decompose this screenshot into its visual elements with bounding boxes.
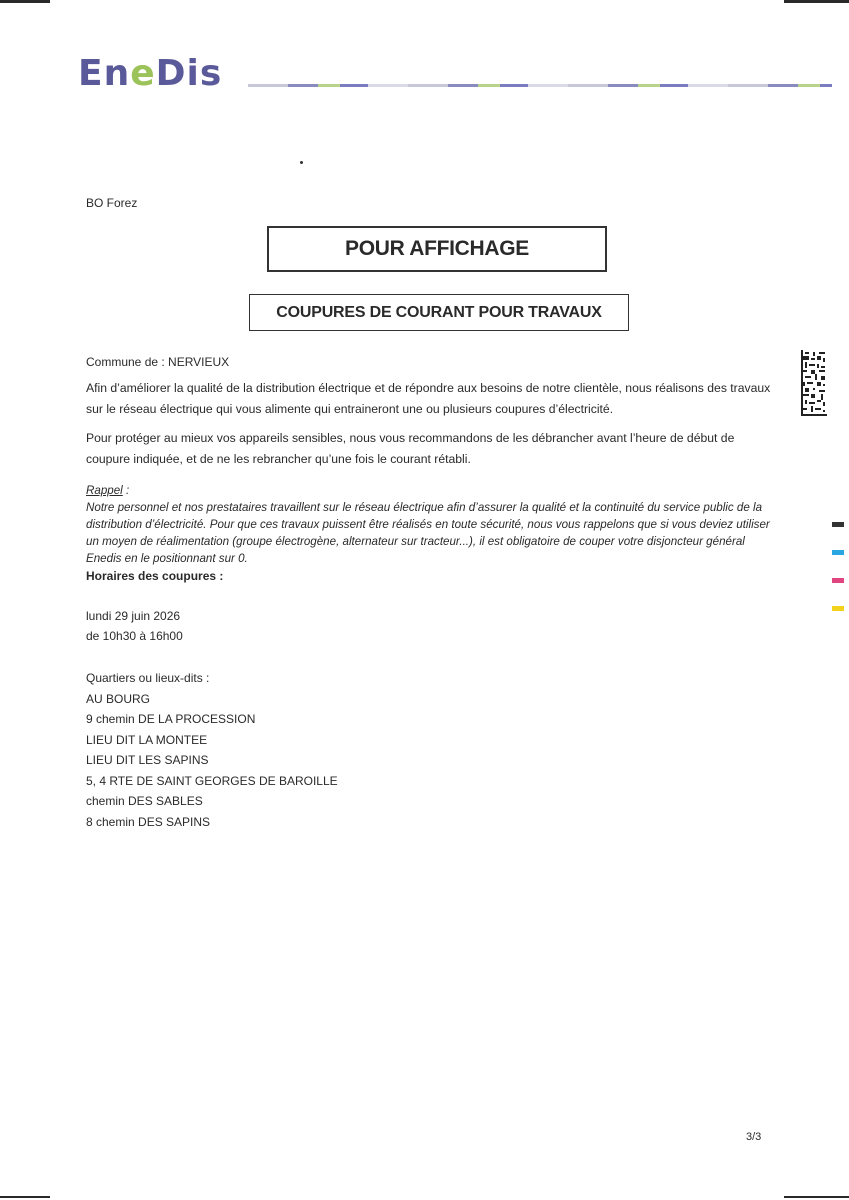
commune-line: Commune de : NERVIEUX xyxy=(86,355,230,369)
enedis-logo: EneDis xyxy=(78,53,223,94)
list-item: 8 chemin DES SAPINS xyxy=(86,814,211,829)
schedule-time: de 10h30 à 16h00 xyxy=(86,629,183,643)
title-box xyxy=(267,226,607,272)
advice-paragraph: Pour protéger au mieux vos appareils sensibles, nous vous recommandons de les débrancher avant l’heure de début de coupure indiquée, et de ne les rebrancher qu’une fois le courant rétabli. xyxy=(86,431,735,466)
color-tick-magenta xyxy=(832,578,844,583)
list-item: LIEU DIT LA MONTEE xyxy=(86,732,208,747)
locations-list xyxy=(86,668,338,832)
rappel-block: Rappel : Notre personnel et nos prestataires travaillent sur le réseau électrique afin d’assurer la qualité et la continuité du service public de la distribution d’électricité. Pour que ces travaux puissent être réalisés en toute sécurité, nous vous rappelons que si vous deviez utiliser un moyen de réalimentation (groupe électrogène, alternateur sur tracteur...), il est obligatoire de couper votre disjoncteur général Enedis en le positionnant sur 0. xyxy=(86,482,776,567)
list-item: 9 chemin DE LA PROCESSION xyxy=(86,712,256,726)
scan-mark-bottom-left xyxy=(0,1196,50,1198)
page-number: 3/3 xyxy=(746,1131,762,1143)
page-title: POUR AFFICHAGE xyxy=(344,237,530,260)
color-tick-yellow xyxy=(832,606,844,611)
page-subtitle: COUPURES DE COURANT POUR TRAVAUX xyxy=(276,303,602,321)
schedule-date: lundi 29 juin 2026 xyxy=(86,609,181,623)
scan-speck xyxy=(300,161,303,164)
locations-heading: Quartiers ou lieux-dits : xyxy=(86,671,210,685)
scan-mark-top-left xyxy=(0,0,50,3)
subtitle-box xyxy=(249,294,629,331)
list-item: AU BOURG xyxy=(86,691,151,706)
schedule-heading: Horaires des coupures : xyxy=(86,569,224,583)
list-item: chemin DES SABLES xyxy=(86,794,203,808)
scan-mark-bottom-right xyxy=(784,1196,849,1198)
color-tick-cyan xyxy=(832,550,844,555)
color-tick-black xyxy=(832,522,844,527)
intro-paragraph: Afin d’améliorer la qualité de la distribution électrique et de répondre aux besoins de notre clientèle, nous réalisons des travaux sur le réseau électrique qui vous alimente qui entraineront une ou plusieurs coupures d’électricité. xyxy=(86,381,771,416)
rappel-label: Rappel xyxy=(86,484,123,497)
list-item: LIEU DIT LES SAPINS xyxy=(86,753,209,767)
datamatrix-code xyxy=(801,350,827,416)
header-rule xyxy=(248,84,832,87)
rappel-text: Notre personnel et nos prestataires travaillent sur le réseau électrique afin d’assurer la qualité et la continuité du service public de la distribution d’électricité. Pour que ces travaux puissent être réalisés en toute sécurité, nous vous rappelons que si vous deviez utiliser un moyen de réalimentation (groupe électrogène, alternateur sur tracteur...), il est obligatoire de couper votre disjoncteur général Enedis en le positionnant sur 0. xyxy=(86,501,770,565)
list-item: 5, 4 RTE DE SAINT GEORGES DE BAROILLE xyxy=(86,773,338,788)
scan-mark-top-right xyxy=(784,0,849,3)
sender-office: BO Forez xyxy=(86,196,138,210)
